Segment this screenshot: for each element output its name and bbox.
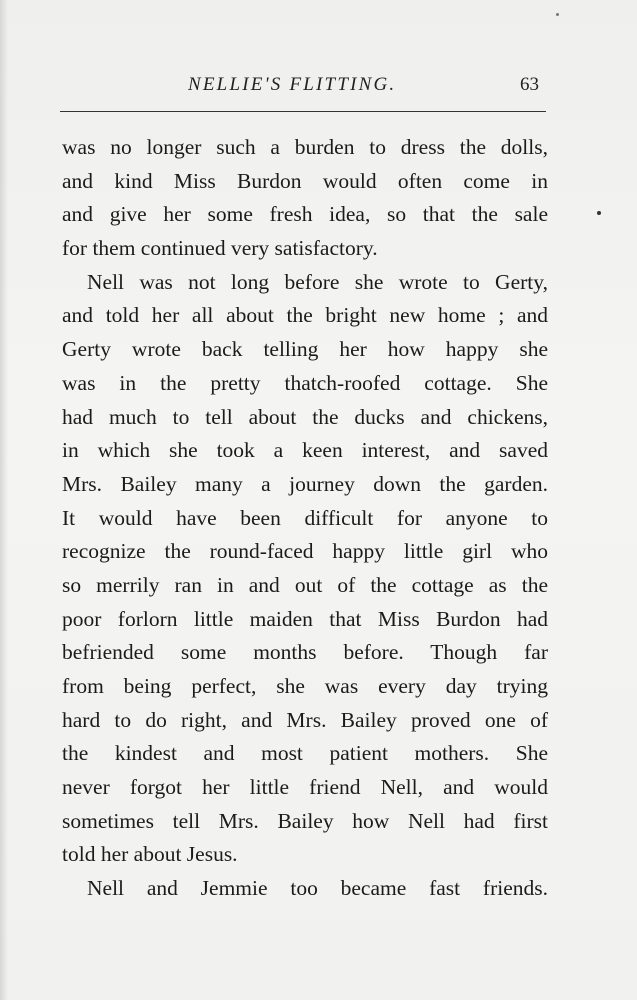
- text-line: for them continued very satisfactory.: [62, 236, 378, 261]
- text-line: hard to do right, and Mrs. Bailey proved one of: [62, 707, 548, 732]
- text-line: told her about Jesus.: [62, 842, 238, 867]
- text-line: never forgot her little friend Nell, and would: [62, 775, 548, 800]
- text-line: was in the pretty thatch-roofed cottage. She: [62, 370, 548, 395]
- text-line: It would have been difficult for anyone to: [62, 505, 548, 530]
- text-line: and kind Miss Burdon would often come in: [62, 168, 548, 193]
- page-edge-shadow: [0, 0, 8, 1000]
- text-line: and told her all about the bright new home ; and: [62, 303, 548, 328]
- header-rule: [60, 111, 546, 112]
- ink-speck: [597, 211, 601, 215]
- text-line: Mrs. Bailey many a journey down the garden.: [62, 471, 548, 496]
- text-line: the kindest and most patient mothers. She: [62, 741, 548, 766]
- text-line: was no longer such a burden to dress the dolls,: [62, 135, 548, 159]
- text-line: befriended some months before. Though far: [62, 640, 548, 665]
- text-line: had much to tell about the ducks and chickens,: [62, 404, 548, 429]
- text-line: Gerty wrote back telling her how happy she: [62, 337, 548, 362]
- running-title: NELLIE'S FLITTING.: [188, 74, 397, 95]
- text-line: in which she took a keen interest, and saved: [62, 438, 548, 463]
- text-line: and give her some fresh idea, so that the sale: [62, 202, 548, 227]
- text-line: sometimes tell Mrs. Bailey how Nell had first: [62, 808, 548, 833]
- body-text: [62, 131, 548, 906]
- text-line: poor forlorn little maiden that Miss Burdon had: [62, 606, 548, 631]
- page-number: 63: [520, 74, 539, 95]
- paragraph-start-line: Nell and Jemmie too became fast friends.: [87, 876, 548, 901]
- text-line: recognize the round-faced happy little girl who: [62, 539, 548, 564]
- text-line: from being perfect, she was every day trying: [62, 674, 548, 698]
- paragraph-start-line: Nell was not long before she wrote to Gerty,: [87, 269, 548, 294]
- text-line: so merrily ran in and out of the cottage as the: [62, 572, 548, 597]
- ink-speck: [556, 13, 559, 16]
